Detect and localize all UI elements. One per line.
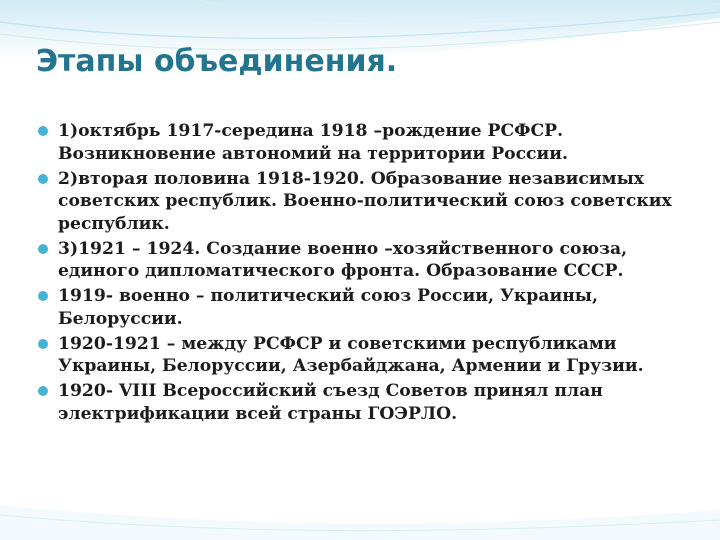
list-item [36, 333, 706, 378]
list-item [36, 120, 706, 165]
list-item [36, 380, 706, 425]
bullet-text: 2)вторая половина 1918-1920. Образование независимых советских республик. Военно-политический союз советских республик. [58, 168, 672, 234]
slide-title: Этапы объединения. [36, 44, 398, 79]
bullet-icon [38, 339, 48, 349]
bullet-text: 1919- военно – политический союз России, Украины, Белоруссии. [58, 286, 599, 329]
bullet-list [36, 120, 706, 428]
list-item [36, 238, 706, 283]
bullet-text: 1920- VIII Всероссийский съезд Советов принял план электрификации всей страны ГОЭРЛО. [58, 381, 603, 424]
bullet-icon [38, 291, 48, 301]
bullet-text: 3)1921 – 1924. Создание военно –хозяйственного союза, единого дипломатического фронта. Образование СССР. [58, 238, 628, 281]
bullet-icon [38, 244, 48, 254]
bullet-icon [38, 174, 48, 184]
bullet-icon [38, 386, 48, 396]
list-item [36, 168, 706, 236]
bullet-text: 1920-1921 – между РСФСР и советскими республиками Украины, Белоруссии, Азербайджана, Армении и Грузии. [58, 333, 644, 376]
bullet-icon [38, 126, 48, 136]
bullet-text: 1)октябрь 1917-середина 1918 –рождение РСФСР. Возникновение автономий на территории России. [58, 121, 568, 164]
list-item [36, 285, 706, 330]
